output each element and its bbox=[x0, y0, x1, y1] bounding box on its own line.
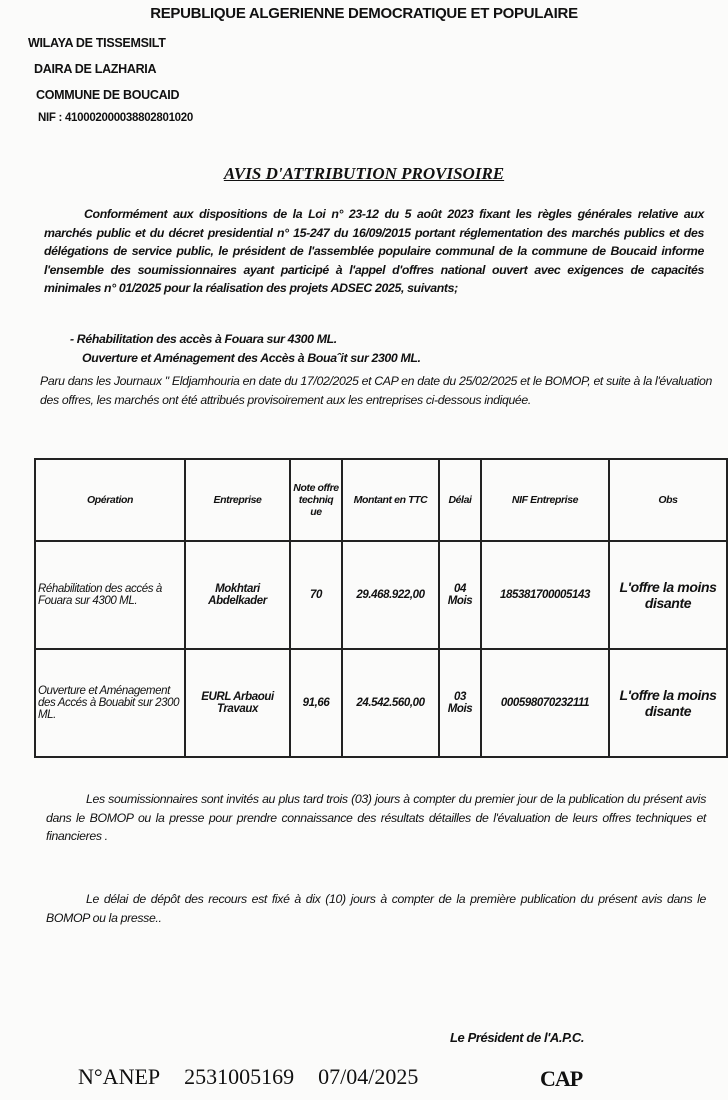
cell-delai: 03 Mois bbox=[439, 649, 481, 757]
cell-montant: 24.542.560,00 bbox=[342, 649, 439, 757]
header-cell: NIF Entreprise bbox=[481, 459, 609, 541]
cell-operation: Ouverture et Aménagement des Accés à Bouabit sur 2300 ML. bbox=[35, 649, 185, 757]
anep-footer bbox=[78, 1064, 442, 1090]
country-header: REPUBLIQUE ALGERIENNE DEMOCRATIQUE ET POPULAIRE bbox=[150, 5, 578, 22]
intro-paragraph bbox=[44, 205, 704, 298]
table-row bbox=[35, 649, 727, 757]
header-cell: Entreprise bbox=[185, 459, 290, 541]
cap-logo bbox=[540, 1066, 582, 1092]
header-cell: Obs bbox=[609, 459, 727, 541]
table-row bbox=[35, 541, 727, 649]
anep-label: N°ANEP bbox=[78, 1064, 161, 1089]
recours-paragraph bbox=[46, 890, 706, 927]
commune: COMMUNE DE BOUCAID bbox=[36, 88, 180, 102]
publication-paragraph bbox=[40, 372, 712, 409]
intro-text: Conformément aux dispositions de la Loi n° 23-12 du 5 août 2023 fixant les règles générales relative aux marchés public et du décret presidential n° 15-247 du 16/09/2015 portant réglementation des marchés publics et des délégations de service public, le président de l'assemblée populaire communal de la commune de Boucaid informe l'ensemble des soumissionnaires ayant participé à l'appel d'offres national ouvert avec exigences de capacités minimales n° 01/2025 pour la réalisation des projets ADSEC 2025, suivants; bbox=[44, 207, 704, 295]
cell-obs: L'offre la moins disante bbox=[609, 541, 727, 649]
nif: NIF : 410002000038802801020 bbox=[38, 112, 193, 124]
cell-entreprise: Mokhtari Abdelkader bbox=[185, 541, 290, 649]
cell-montant: 29.468.922,00 bbox=[342, 541, 439, 649]
anep-date: 07/04/2025 bbox=[318, 1064, 419, 1089]
project-item: - Réhabilitation des accès à Fouara sur 4300 ML. bbox=[70, 332, 337, 346]
publication-text: Paru dans les Journaux " Eldjamhouria en date du 17/02/2025 et CAP en date du 25/02/2025 et le BOMOP, et suite à la l'évaluation des offres, les marchés ont été attribués provisoirement aux les entreprises ci-dessous indiquée. bbox=[40, 374, 712, 407]
project-list bbox=[70, 330, 670, 367]
recours-text: Le délai de dépôt des recours est fixé à dix (10) jours à compter de la première publication du présent avis dans le BOMOP ou la presse.. bbox=[46, 892, 706, 925]
anep-number: 2531005169 bbox=[184, 1064, 295, 1089]
invitation-text: Les soumissionnaires sont invités au plus tard trois (03) jours à compter du premier jour de la publication du présent avis dans le BOMOP ou la presse pour prendre connaissance des résultats détailles de l'évaluation de leurs offres techniques et financieres . bbox=[46, 792, 706, 843]
signature-title: Le Président de l'A.P.C. bbox=[450, 1030, 585, 1045]
invitation-paragraph bbox=[46, 790, 706, 846]
cell-nif: 000598070232111 bbox=[481, 649, 609, 757]
cell-note: 91,66 bbox=[290, 649, 342, 757]
cap-logo-text: CAP bbox=[540, 1066, 583, 1091]
daira: DAIRA DE LAZHARIA bbox=[34, 62, 157, 76]
header-cell: Délai bbox=[439, 459, 481, 541]
document-title: AVIS D'ATTRIBUTION PROVISOIRE bbox=[223, 164, 505, 183]
header-cell: Montant en TTC bbox=[342, 459, 439, 541]
wilaya: WILAYA DE TISSEMSILT bbox=[28, 36, 166, 50]
header-cell: Opération bbox=[35, 459, 185, 541]
header-cell: Note offre techniq ue bbox=[290, 459, 342, 541]
cell-entreprise: EURL Arbaoui Travaux bbox=[185, 649, 290, 757]
cell-operation: Réhabilitation des accés à Fouara sur 4300 ML. bbox=[35, 541, 185, 649]
cell-nif: 185381700005143 bbox=[481, 541, 609, 649]
cell-delai: 04 Mois bbox=[439, 541, 481, 649]
project-item: Ouverture et Aménagement des Accès à Bouaˆit sur 2300 ML. bbox=[82, 350, 421, 365]
table-header-row bbox=[35, 459, 727, 541]
cell-obs: L'offre la moins disante bbox=[609, 649, 727, 757]
cell-note: 70 bbox=[290, 541, 342, 649]
attribution-table bbox=[34, 458, 728, 758]
